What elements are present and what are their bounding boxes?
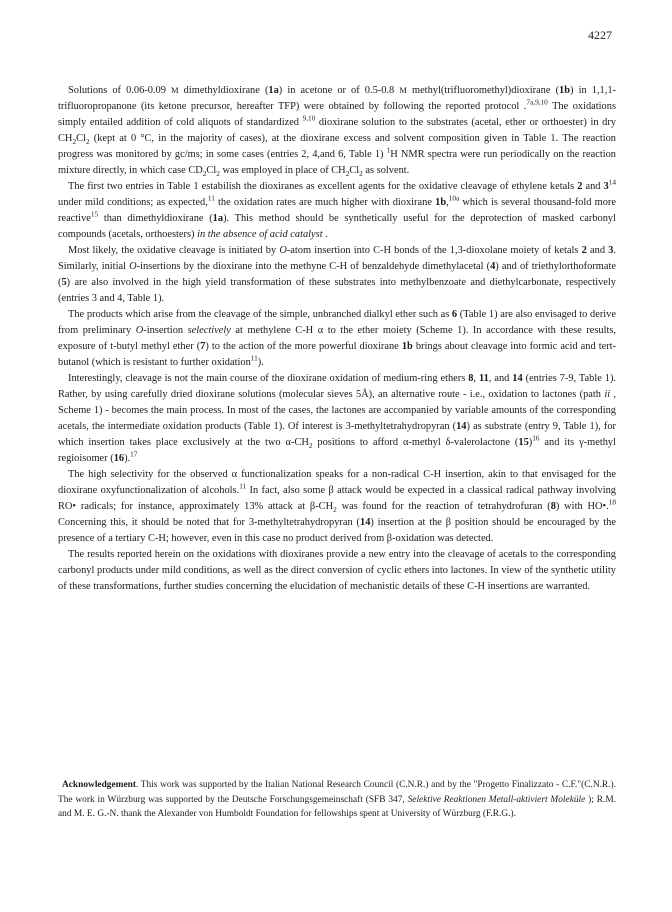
text-run: M — [171, 85, 179, 95]
text-run: and — [582, 181, 604, 192]
text-run: ii — [604, 389, 611, 400]
text-run: at methylene C-H α to the ether moiety (Scheme 1). In accordance with these results, exposure of t-butyl methyl ether ( — [58, 325, 616, 352]
text-run: in the absence of acid catalyst — [197, 229, 323, 240]
text-run: In fact, also some β attack would be expected in a classical radical pathway involving RO• radicals; for instance, approximately 13% attack at β-CH — [58, 485, 616, 512]
text-run: 8 — [550, 501, 556, 512]
text-run: 10a — [448, 194, 460, 203]
text-run: as solvent. — [362, 165, 410, 176]
text-run: 3 — [608, 245, 614, 256]
text-run: 5 — [61, 277, 67, 288]
text-run: 1 — [386, 146, 391, 155]
body-paragraph — [58, 179, 616, 243]
text-run: ) insertion at the β position should be encouraged by the presence of a tertiary C-H; however, even in this case no product derived from β-oxidation was detected. — [58, 517, 616, 544]
text-run: dioxirane solution to the substrates (acetal, ether or orthoester) in dry CH — [58, 117, 616, 144]
text-run: and its γ-methyl regioisomer ( — [58, 437, 616, 464]
text-run: O — [279, 245, 287, 256]
text-run: 1b — [401, 341, 413, 352]
body-paragraph — [58, 82, 616, 179]
text-run: ) in 1,1,1-trifluoropropanone (its ketone precursor, hereafter TFP) were obtained by following the reported protocol . — [58, 85, 616, 112]
text-run: 2 — [581, 245, 587, 256]
text-run: ) are also involved in the high yield transformation of these substrates into methylbenzoate and diethylcarbonate, respectively (entries 3 and 4, Table 1). — [58, 277, 616, 304]
text-run: ) to the action of the more powerful dioxirane — [205, 341, 402, 352]
text-run: Interestingly, cleavage is not the main course of the dioxirane oxidation of medium-ring ethers — [68, 373, 469, 384]
text-run: 11 — [207, 194, 215, 203]
text-run: -atom insertion into C-H bonds of the 1,3-dioxolane moiety of ketals — [286, 245, 582, 256]
acknowledgement-paragraph — [58, 778, 616, 822]
text-run: . — [322, 229, 328, 240]
text-run: Concerning this, it should be noted that for 3-methyltetrahydropyran ( — [58, 517, 360, 528]
text-run: O — [129, 261, 137, 272]
text-run: 2 — [85, 138, 90, 147]
text-run: 7a,9,10 — [526, 98, 548, 107]
text-run: dimethyldioxirane ( — [178, 85, 269, 96]
text-run: 1a — [212, 213, 224, 224]
text-run: ) with HO•. — [555, 501, 609, 512]
text-run: under mild conditions; as expected, — [58, 197, 208, 208]
text-run: Acknowledgement — [62, 780, 136, 790]
text-run: methyl(trifluoromethyl)dioxirane ( — [406, 85, 560, 96]
text-run: Cl — [76, 133, 86, 144]
text-run: -insertion — [143, 325, 188, 336]
text-run: O — [135, 325, 144, 336]
body-paragraph — [58, 467, 616, 547]
text-run: and — [586, 245, 609, 256]
text-run: -insertions by the dioxirane into the methyne C-H of benzaldehyde dimethylacetal ( — [136, 261, 491, 272]
text-run: . Similarly, initial — [58, 245, 616, 272]
text-run: 16 — [532, 434, 540, 443]
text-run: which is several thousand-fold more reactive — [58, 197, 616, 224]
text-run: 2 — [333, 506, 337, 515]
text-run: 11 — [250, 354, 258, 363]
text-run: brings about cleavage into formic acid and tert-butanol (which is resistant to further oxidation — [58, 341, 617, 368]
text-run: M — [399, 85, 407, 95]
text-run: 1b — [559, 85, 571, 96]
text-run: 14 — [512, 373, 523, 384]
text-run: ). This method should be synthetically useful for the deprotection of masked carbonyl compounds (acetals, orthoesters) — [58, 213, 616, 240]
text-run: The first two entries in Table 1 estabilish the dioxiranes as excellent agents for the oxidative cleavage of ethylene ketals — [68, 181, 578, 192]
text-run: 2 — [308, 442, 313, 451]
text-run: the oxidation rates are much higher with dioxirane — [214, 197, 436, 208]
text-run: , — [446, 197, 449, 208]
text-run: ); R.M. and M. E. G.-N. thank the Alexander von Humboldt Foundation for fellowships spent at University of Würzburg (F.R.G.). — [58, 794, 616, 819]
text-run: 2 — [202, 170, 207, 179]
text-run: 15 — [90, 210, 99, 219]
text-run: 11 — [478, 373, 489, 384]
text-run: 11 — [239, 482, 247, 491]
page-number: 4227 — [588, 28, 612, 42]
text-run: , — [473, 373, 479, 384]
text-run: 2 — [359, 170, 363, 179]
body-paragraph — [58, 371, 616, 467]
text-run: 14 — [456, 421, 467, 432]
text-run: 8 — [468, 373, 474, 384]
text-run: The oxidations simply entailed addition of cold aliquots of standardized — [58, 101, 616, 128]
text-run: selectively — [187, 325, 231, 336]
text-run: The results reported herein on the oxidations with dioxiranes provide a new entry into the cleavage of acetals to the corresponding carbonyl products under mild conditions, as well as the direct conversion of cyclic ethers into lactones. In view of the synthetic utility of these transformations, further studies concerning the elucidation of mechanistic details of these C-H insertions are warranted. — [58, 549, 616, 592]
body-paragraph — [58, 243, 616, 307]
text-run: , and — [488, 373, 513, 384]
text-run: Most likely, the oxidative cleavage is initiated by — [68, 245, 280, 256]
body-paragraph — [58, 307, 616, 371]
text-run: (kept at 0 °C, in the majority of cases), at the dioxirane excess and solvent composition given in Table 1. The reaction progress was monitored by gc/ms; in some cases (entries 2, 4,and 6, Table 1) — [58, 133, 616, 160]
text-run: was found for the reaction of tetrahydrofuran ( — [336, 501, 551, 512]
text-run: 1a — [268, 85, 279, 96]
text-run: The high selectivity for the observed α functionalization speaks for a non-radical C-H insertion, akin to that envisaged for the dioxirane oxyfunctionalization of alcohols. — [58, 469, 616, 496]
text-run: positions to afford α-methyl δ-valerolactone ( — [312, 437, 519, 448]
article-body — [58, 82, 616, 595]
text-run: 2 — [577, 181, 583, 192]
text-run: Cl — [349, 165, 360, 176]
text-run: . This work was supported by the Italian National Research Council (C.N.R.) and by the "Progetto Finalizzato - C.F."(C.N.R.). The work in Würzburg was supported by the Deutsche Forschungsgemeinschaft (SFB 347, — [58, 780, 616, 805]
text-run: Solutions of 0.06-0.09 — [68, 85, 172, 96]
text-run: 14 — [360, 517, 371, 528]
text-run: Cl — [206, 165, 217, 176]
text-run: 6 — [451, 309, 458, 320]
text-run: 16 — [113, 453, 125, 464]
text-run: 2 — [216, 170, 220, 179]
text-run: (Table 1) are also envisaged to derive from preliminary — [58, 309, 616, 336]
text-run: 1b — [435, 197, 447, 208]
text-run: ). — [257, 357, 264, 368]
text-run: 2 — [72, 138, 77, 147]
text-run: Selektive Reaktionen Metall-aktiviert Moleküle — [407, 794, 586, 805]
text-run: ) — [528, 437, 533, 448]
text-run: 15 — [518, 437, 529, 448]
text-run: 17 — [130, 450, 138, 459]
text-run: 4 — [490, 261, 496, 272]
text-run: , Scheme 1) - becomes the main process. In most of the cases, the lactones are accompanied by variable amounts of the corresponding acetals, the intermediate oxidation products (Table 1). Of interest is 3-methyltetrahydropyran ( — [58, 389, 616, 432]
acknowledgement-section — [58, 778, 616, 822]
text-run: H NMR spectra were run periodically on the reaction mixture directly, in which case CD — [58, 149, 616, 176]
text-run: than dimethyldioxirane ( — [98, 213, 213, 224]
text-run: 18 — [608, 498, 616, 507]
text-run: ) as substrate (entry 9, Table 1), for which insertion takes place exclusively at the two α-CH — [58, 421, 616, 448]
text-run: 9,10 — [302, 114, 316, 123]
body-paragraph — [58, 547, 616, 595]
text-run: (entries 7-9, Table 1). Rather, by using carefully dried dioxirane solutions (molecular sieves 5Å), an alternative route - i.e., oxidation to lactones (path — [58, 373, 617, 400]
text-run: ). — [124, 453, 131, 464]
text-run: 2 — [345, 170, 350, 179]
text-run: 3 — [603, 181, 609, 192]
text-run: ) and of triethylorthoformate ( — [58, 261, 616, 288]
text-run: 14 — [608, 178, 616, 187]
text-run: The products which arise from the cleavage of the simple, unbranched dialkyl ether such as — [68, 309, 452, 320]
text-run: was employed in place of CH — [219, 165, 346, 176]
text-run: ) in acetone or of 0.5-0.8 — [278, 85, 400, 96]
text-run: 7 — [200, 341, 206, 352]
